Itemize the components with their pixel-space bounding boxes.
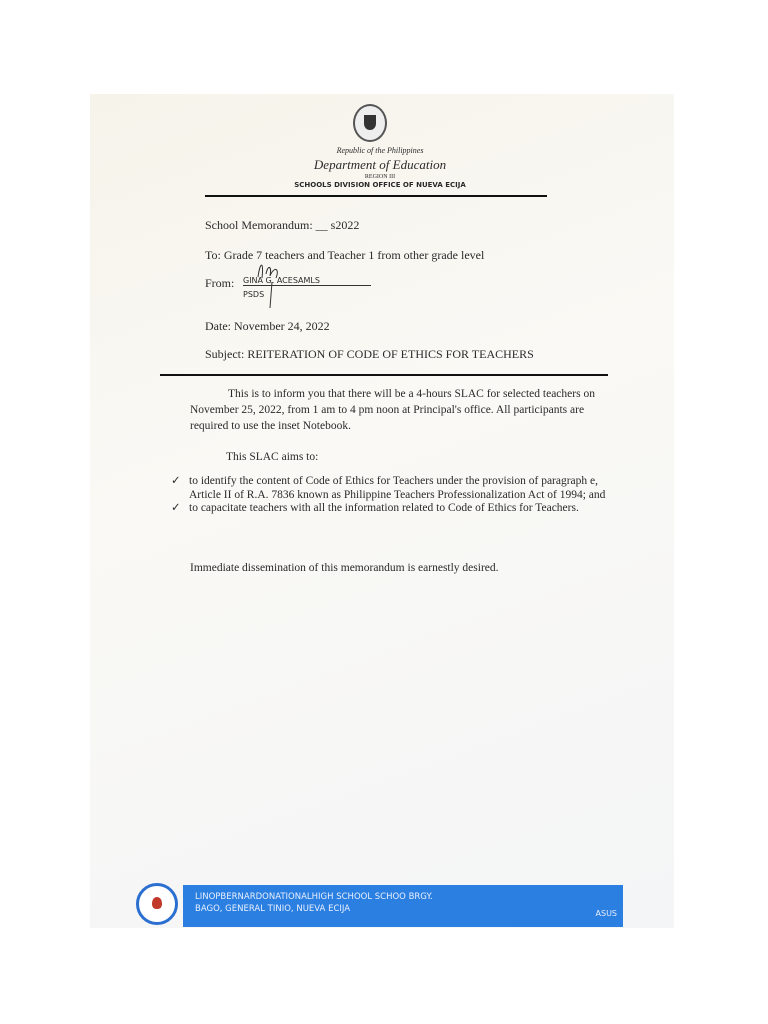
check-icon: ✓ <box>171 502 181 514</box>
footer-brand: ASUS <box>595 909 617 918</box>
memo-from-name: GINA G. ACESAMLS <box>243 276 371 286</box>
aim-item <box>171 502 611 516</box>
division-line: SCHOOLS DIVISION OFFICE OF NUEVA ECIJA <box>294 181 466 189</box>
republic-line: Republic of the Philippines <box>336 146 424 155</box>
header-divider <box>205 195 547 197</box>
department-line: Department of Education <box>313 157 447 172</box>
school-footer <box>183 885 623 927</box>
aim-text: to capacitate teachers with all the information related to Code of Ethics for Teachers. <box>189 502 579 514</box>
closing-line: Immediate dissemination of this memorandum is earnestly desired. <box>190 562 499 574</box>
footer-line2: BAGO, GENERAL TINIO, NUEVA ECIJA <box>195 904 351 914</box>
aim-item <box>171 475 611 502</box>
school-logo-icon <box>136 883 178 925</box>
check-icon: ✓ <box>171 475 181 487</box>
body-paragraph: This is to inform you that there will be a 4-hours SLAC for selected teachers on November 25, 2022, from 1 am to 4 pm noon at Principal's office. All participants are required to use the inset Notebook. <box>190 388 595 432</box>
aims-list <box>171 475 611 516</box>
memo-from-label: From: <box>205 276 235 290</box>
memo-from-title: PSDS <box>243 290 265 299</box>
memo-subject: Subject: REITERATION OF CODE OF ETHICS FOR TEACHERS <box>205 347 534 361</box>
memo-to: To: Grade 7 teachers and Teacher 1 from other grade level <box>205 248 485 262</box>
aims-intro: This SLAC aims to: <box>226 451 319 463</box>
memo-date: Date: November 24, 2022 <box>205 319 330 333</box>
deped-seal-icon <box>353 104 387 142</box>
subject-divider <box>160 374 608 376</box>
aim-text: to identify the content of Code of Ethics for Teachers under the provision of paragraph e, Article II of R.A. 7836 known as Philippine Teachers Professionalization Act of 1994; and <box>189 475 606 501</box>
region-line: REGION III <box>364 174 396 180</box>
footer-line1: LINOPBERNARDONATIONALHIGH SCHOOL SCHOO BRGY. <box>195 892 433 902</box>
signature-icon <box>250 252 290 312</box>
memo-number: School Memorandum: __ s2022 <box>205 218 360 232</box>
